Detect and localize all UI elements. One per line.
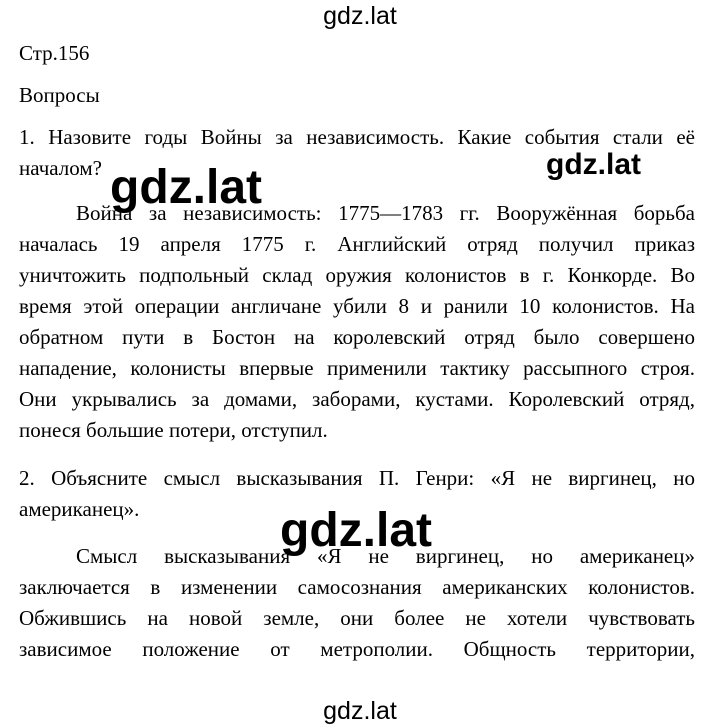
answer-1-line: Война за независимость: 1775—1783 гг. Вооружённая борьба (76, 201, 695, 225)
answer-2-line: Смысл высказывания «Я не виргинец, но американец» (76, 544, 695, 568)
watermark-right: gdz.lat (546, 148, 641, 181)
answer-1-line: нападение, колонисты впервые применили тактику рассыпного строя. (19, 356, 695, 380)
answer-1-line: время этой операции англичане убили 8 и ранили 10 колонистов. На (19, 294, 695, 318)
answer-1-line: уничтожить подпольный склад оружия колонистов в г. Конкорде. Во (19, 263, 695, 287)
watermark-top: gdz.lat (323, 2, 397, 30)
question-2-line: американец». (19, 497, 140, 521)
section-title: Вопросы (19, 83, 100, 107)
answer-1-line: обратном пути в Бостон на королевский отряд было совершено (19, 325, 695, 349)
watermark-bottom: gdz.lat (323, 697, 397, 725)
watermark-center: gdz.lat (280, 504, 432, 557)
answer-2-line: зависимое положение от метрополии. Общность территории, (19, 637, 695, 661)
question-1-line: 1. Назовите годы Войны за независимость. Какие события стали её (19, 125, 695, 149)
watermark-large-left: gdz.lat (110, 161, 262, 214)
answer-1-line: Они укрывались за домами, заборами, кустами. Королевский отряд, (19, 387, 695, 411)
answer-2-line: заключается в изменении самосознания американских колонистов. (19, 575, 695, 599)
question-2-line: 2. Объясните смысл высказывания П. Генри: «Я не виргинец, но (19, 466, 695, 490)
question-1-line: началом? (19, 156, 102, 180)
answer-1-line: началась 19 апреля 1775 г. Английский отряд получил приказ (19, 232, 695, 256)
page-label: Стр.156 (19, 41, 90, 65)
answer-1-line: понеся большие потери, отступил. (19, 418, 328, 442)
answer-2-line: Обжившись на новой земле, они более не хотели чувствовать (19, 606, 695, 630)
